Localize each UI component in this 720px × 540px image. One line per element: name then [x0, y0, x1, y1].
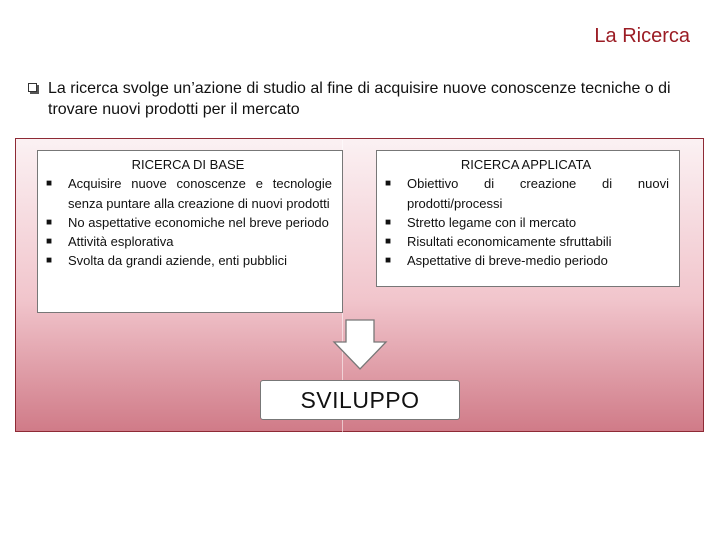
list-item: ■ Aspettative di breve-medio periodo: [383, 251, 669, 270]
ricerca-applicata-list: [383, 174, 669, 270]
list-item: ■ Acquisire nuove conoscenze e tecnologie senza puntare alla creazione di nuovi prodotti: [46, 176, 332, 211]
square-bullet-icon: ■: [385, 178, 392, 190]
intro-paragraph: [28, 78, 698, 120]
square-bullet-icon: ■: [385, 216, 392, 228]
slide-title: La Ricerca: [594, 25, 690, 47]
checkbox-bullet-icon: [28, 83, 37, 92]
ricerca-di-base-title: RICERCA DI BASE: [131, 157, 245, 172]
list-item: ■ Obiettivo di creazione di nuovi prodotti/processi: [385, 176, 669, 211]
sviluppo-box: SVILUPPO: [260, 380, 460, 420]
ricerca-di-base-list: [44, 174, 332, 270]
down-arrow-icon: [331, 318, 389, 372]
list-item: ■ No aspettative economiche nel breve periodo: [44, 213, 332, 232]
list-item: ■ Risultati economicamente sfruttabili: [383, 232, 669, 251]
ricerca-di-base-box: [37, 150, 343, 313]
square-bullet-icon: ■: [46, 255, 53, 267]
ricerca-applicata-title: RICERCA APPLICATA: [460, 157, 592, 172]
square-bullet-icon: ■: [46, 178, 53, 190]
ricerca-applicata-box: [376, 150, 680, 287]
list-item: ■ Svolta da grandi aziende, enti pubblici: [44, 251, 332, 270]
list-item: ■ Attività esplorativa: [44, 232, 332, 251]
square-bullet-icon: ■: [385, 255, 392, 267]
square-bullet-icon: ■: [385, 236, 392, 248]
list-item: ■ Stretto legame con il mercato: [383, 213, 669, 232]
square-bullet-icon: ■: [46, 216, 53, 228]
intro-text: La ricerca svolge un’azione di studio al fine di acquisire nuove conoscenze tecniche o di trovare nuovi prodotti per il mercato: [48, 80, 671, 118]
square-bullet-icon: ■: [46, 236, 53, 248]
